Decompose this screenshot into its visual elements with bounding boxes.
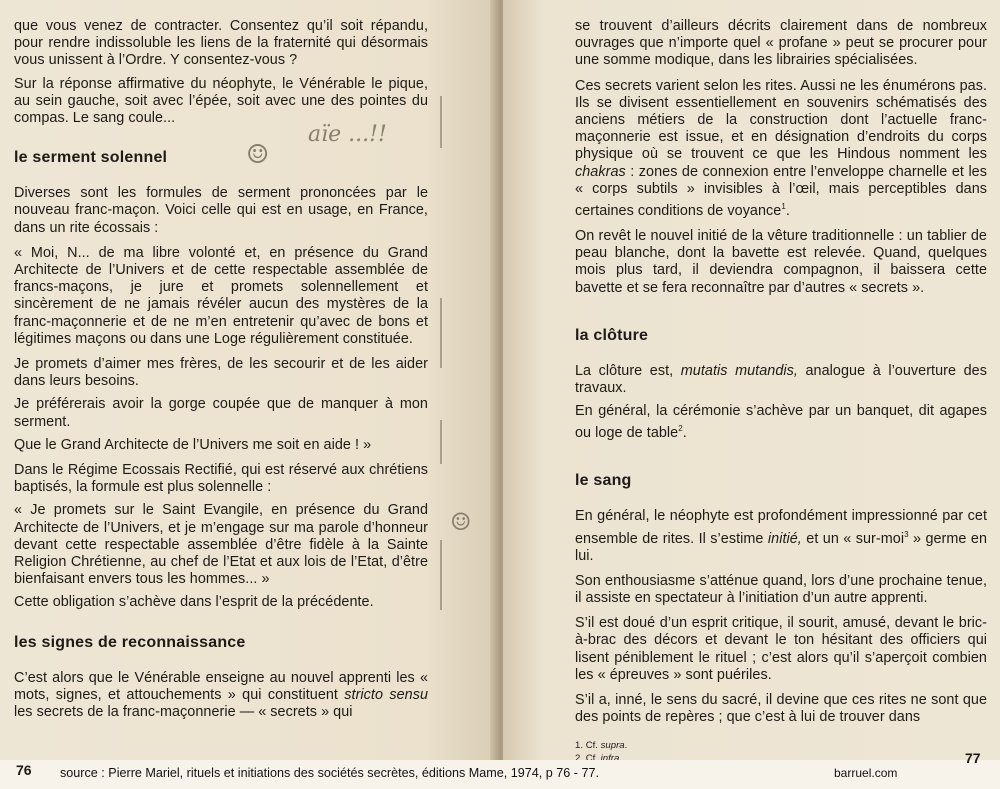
site-label: barruel.com (834, 766, 898, 780)
right-page (503, 0, 1000, 760)
text-run: : zones de connexion entre l’enveloppe charnelle et les « corps subtils » invisibles à l’œil, mais perceptibles dans certaines conditions de voyance (575, 163, 987, 219)
page-number-left: 76 (16, 762, 32, 778)
italic-text: chakras (575, 163, 626, 180)
paragraph-intro: que vous venez de contracter. Consentez qu’il soit répandu, pour rendre indissoluble les liens de la fraternité qui désormais vous unissent à l’Ordre. Y consentez-vous ? (14, 18, 428, 69)
paragraph-gorge: Je préférerais avoir la gorge coupée que de manquer à mon serment. (14, 396, 428, 430)
paragraph-regime: Dans le Régime Ecossais Rectifié, qui est réservé aux chrétiens baptisés, la formule est plus solennelle : (14, 462, 428, 496)
footnote-text: Cf. (585, 740, 601, 752)
handwritten-note: aïe ...!! (308, 122, 387, 147)
italic-text: stricto sensu (344, 686, 428, 703)
footnote-number: 2. (575, 752, 584, 760)
footnote-text: . (624, 740, 628, 752)
text-run: les secrets de la franc-maçonnerie — « secrets » qui (14, 704, 353, 721)
footnote-italic: supra (600, 740, 625, 752)
heading-cloture: la clôture (575, 326, 649, 344)
text-run: » germe en lui. (575, 530, 987, 564)
paragraph-banquet (575, 403, 987, 442)
footnote-ref: 2 (678, 424, 683, 434)
text-run: et un « sur-moi (801, 530, 905, 547)
margin-mark (440, 420, 442, 464)
footnote-text: . (619, 752, 622, 760)
heading-sang: le sang (575, 472, 632, 490)
margin-mark (440, 96, 442, 148)
footnote-item (575, 753, 987, 760)
paragraph-evangile: « Je promets sur le Saint Evangile, en présence du Grand Architecte de l’Univers, et je m’engage sur ma parole d’honneur devant cette respectable assemblée d’être fidèle à la Sainte Religion Chrétienne, au chef de l’Etat et aux lois de l’Etat, d’être bienfaisant envers tous les hommes... » (14, 502, 428, 588)
paragraph-architecte: Que le Grand Architecte de l’Univers me soit en aide ! » (14, 436, 372, 453)
footnote-ref: 1 (781, 202, 786, 212)
paragraph-reply: Sur la réponse affirmative du néophyte, le Vénérable le pique, au sein gauche, soit avec l’épée, soit avec une des pointes du compas. Le sang coule... (14, 75, 428, 127)
paragraph-aimer: Je promets d’aimer mes frères, de les secourir et de les aider dans leurs besoins. (14, 356, 428, 390)
paragraph-tablier: On revêt le nouvel initié de la vêture traditionnelle : un tablier de peau blanche, dont la bavette est relevée. Quand, quelques mois plus tard, il deviendra compagnon, il baissera cette bavette et se fera reconnaître par d’autres « secrets ». (575, 228, 987, 296)
text-run: analogue à l’ouverture des travaux. (575, 362, 987, 397)
footnote-item (575, 740, 987, 752)
text-run: . (785, 202, 790, 219)
margin-mark (440, 298, 442, 368)
paragraph-venerable (14, 670, 428, 722)
page-number-right: 77 (965, 750, 981, 766)
paragraph-formules: Diverses sont les formules de serment prononcées par le nouveau franc-maçon. Voici celle qui est en usage, en France, dans un rite écossais : (14, 185, 428, 236)
right-column (575, 18, 987, 760)
source-citation: source : Pierre Mariel, rituels et initiations des sociétés secrètes, éditions Mame, 1974, p 76 - 77. (60, 766, 599, 780)
footnotes (575, 740, 987, 760)
text-run: La clôture est, (575, 362, 681, 379)
paragraph-oath: « Moi, N... de ma libre volonté et, en présence du Grand Architecte de l’Univers et de cette respectable assemblée de francs-maçons, je jure et promets solennellement et sincèrement de ne jamais révéler aucun des mystères de la franc-maçonnerie et de ne m’en entretenir qu’avec de bons et légitimes maçons ou dans une Loge régulièrement constituée. (14, 244, 428, 347)
footnote-text: Cf. (585, 752, 601, 760)
text-run: En général, le néophyte est profondément impressionné par cet ensemble de rites. Il s’estime (575, 508, 987, 547)
heading-signes-reconnaissance: les signes de reconnaissance (14, 633, 246, 651)
footnote-italic: infra (600, 752, 620, 760)
text-run: . (682, 425, 687, 442)
footnote-number: 1. (575, 740, 584, 752)
text-run: C’est alors que le Vénérable enseigne au nouvel apprenti les « mots, signes, et attouchements » qui constituent (14, 669, 428, 703)
italic-text: initié, (767, 530, 802, 547)
smiley-annotation: ☺ (450, 508, 472, 536)
smiley-annotation: ☺ (246, 140, 270, 170)
footnote-ref: 3 (904, 529, 909, 539)
paragraph-neophyte (575, 508, 987, 564)
left-page (0, 0, 497, 760)
italic-text: mutatis mutandis, (680, 362, 798, 379)
paragraph-sacre: S’il a, inné, le sens du sacré, il devine que ces rites ne sont que des points de repères ; que c’est à lui de trouver dans (575, 692, 987, 726)
text-run: En général, la cérémonie s’achève par un banquet, dit agapes ou loge de table (575, 403, 987, 442)
paragraph-trouvent: se trouvent d’ailleurs décrits clairement dans de nombreux ouvrages que n’importe quel « profane » peut se procurer pour une somme modique, dans les librairies spécialisées. (575, 18, 987, 69)
margin-mark (440, 540, 442, 610)
paragraph-secrets (575, 78, 987, 220)
paragraph-obligation: Cette obligation s’achève dans l’esprit de la précédente. (14, 594, 374, 611)
paragraph-cloture (575, 363, 987, 397)
heading-serment-solennel: le serment solennel (14, 149, 168, 167)
paragraph-critique: S’il est doué d’un esprit critique, il sourit, amusé, devant le bric-à-brac des décors et devant le ton hésitant des officiers qui lisent péniblement le rituel ; c’est alors qu’il s’aperçoit combien les « épreuves » sont puériles. (575, 615, 987, 683)
text-run: Ces secrets varient selon les rites. Aussi ne les énumérons pas. Ils se divisent essentiellement en souvenirs schématisés des anciens métiers de la construction dont l’actuelle franc-maçonnerie est issue, et en désignation d’endroits du corps physique où se trouvent ce que les Hindous nomment les (575, 77, 987, 163)
paragraph-enthousiasme: Son enthousiasme s’atténue quand, lors d’une prochaine tenue, il assiste en spectateur à l’initiation d’un autre apprenti. (575, 572, 987, 607)
